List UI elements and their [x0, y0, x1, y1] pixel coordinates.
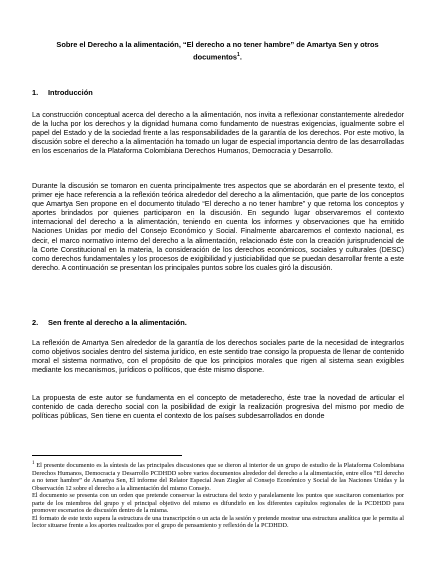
footnote-mark: 1 — [32, 461, 35, 466]
footnote: El documento se presenta con un orden que pretende conservar la estructura del texto y paralelamente los puntos que suscitaron comentarios por parte de los miembros del grupo y el principal objetivo del mismo es difundirlo en los diferentes capítulos regionales de la PCDHDD para promover escenarios de discusión dentro de la misma. — [32, 492, 404, 515]
section-heading-introduccion — [32, 88, 93, 97]
section-heading-sen — [32, 318, 187, 327]
paragraph: La reflexión de Amartya Sen alrededor de la garantía de los derechos sociales parte de la necesidad de integrarlos como objetivos sociales dentro del sistema jurídico, en este sentido trae consigo la propuesta de llenar de contenido moral el sistema normativo, con el propósito de que los principios morales que rigen al sistema sean exigibles mediante los mecanismos, jurídicos o políticos, que éste mismo dispone. — [32, 338, 404, 375]
document-title: Sobre el Derecho a la alimentación, “El derecho a no tener hambre” de Amartya Sen y otros documentos$^1$. — [56, 40, 379, 62]
footnotes — [32, 460, 404, 530]
paragraph: Durante la discusión se tomaron en cuenta principalmente tres aspectos que se abordarán en el presente texto, el primer eje hace referencia a la reflexión teórica alrededor del derecho a la alimentación, que parte de los conceptos que Amartya Sen propone en el documento titulado “El derecho a no tener hambre” y que retoma los conceptos y aportes brindados por quienes participaron en la discusión. En segundo lugar observaremos el contexto internacional del derecho a la alimentación, teniendo en cuenta los informes y observaciones que ha emitido Naciones Unidas por medio del Consejo Económico y Social. Finalmente abarcaremos el contexto nacional, es decir, el marco normativo interno del derecho a la alimentación, relacionado éste con la creación jurisprudencial de la Corte Constitucional en la materia, la consideración de los derechos económicos, sociales y culturales (DESC) como derechos fundamentales y los procesos de exigibilidad y justiciabilidad que se puedan desarrollar frente a este derecho. A continuación se presentan los principales puntos sobre los cuales giró la discusión. — [32, 181, 404, 272]
footnote: El formato de este texto supera la estructura de una transcripción o un acta de la sesión y pretende mostrar una estructura analítica que le permita al lector situarse frente a los aportes realizados por el grupo de pensamiento y reflexión de la PCDHDD. — [32, 514, 404, 530]
footnote: $^1$ El presente documento es la síntesis de las principales discusiones que se dieron al interior de un grupo de estudio de la Plataforma Colombiana Derechos Humanos, Democracia y Desarrollo PCDHDD sobre varios documentos alrededor del derecho a la alimentación, entre ellos “El derecho a no tener hambre” de Amartya Sen, El informe del Relator Especial Jean Ziegler al Consejo Económico y Social de las Naciones Unidas y la Observación 12 sobre el derecho a la alimentación del mismo Consejo. — [32, 461, 405, 492]
paragraph: La construcción conceptual acerca del derecho a la alimentación, nos invita a reflexionar constantemente alrededor de la lucha por los derechos y la dignidad humana como fundamento de nuestras exigencias, igualmente sobre el papel del Estado y de la sociedad frente a las responsabilidades de la garantía de los derechos. Por este motivo, la discusión sobre el derecho a la alimentación ha tomado un lugar de especial importancia dentro de las desarrolladas en los escenarios de la Plataforma Colombiana Derechos Humanos, Democracia y Desarrollo. — [32, 110, 404, 156]
paragraph: La propuesta de este autor se fundamenta en el concepto de metaderecho, éste trae la novedad de articular el contenido de cada derecho social con la posibilidad de exigir la realización progresiva del mismo por medio de políticas públicas, Sen tiene en cuenta el contexto de los países subdesarrollados en donde — [32, 393, 404, 421]
section-title: Sen frente al derecho a la alimentación. — [48, 318, 187, 327]
footnote-divider — [32, 455, 182, 456]
section-number: 1. — [32, 88, 39, 97]
title-text: Sobre el Derecho a la alimentación, “El derecho a no tener hambre” de Amartya Sen y otros documentos — [56, 40, 379, 62]
title-footnote-mark: 1 — [237, 52, 240, 58]
section-number: 2. — [32, 318, 39, 327]
section-title: Introducción — [48, 88, 93, 97]
